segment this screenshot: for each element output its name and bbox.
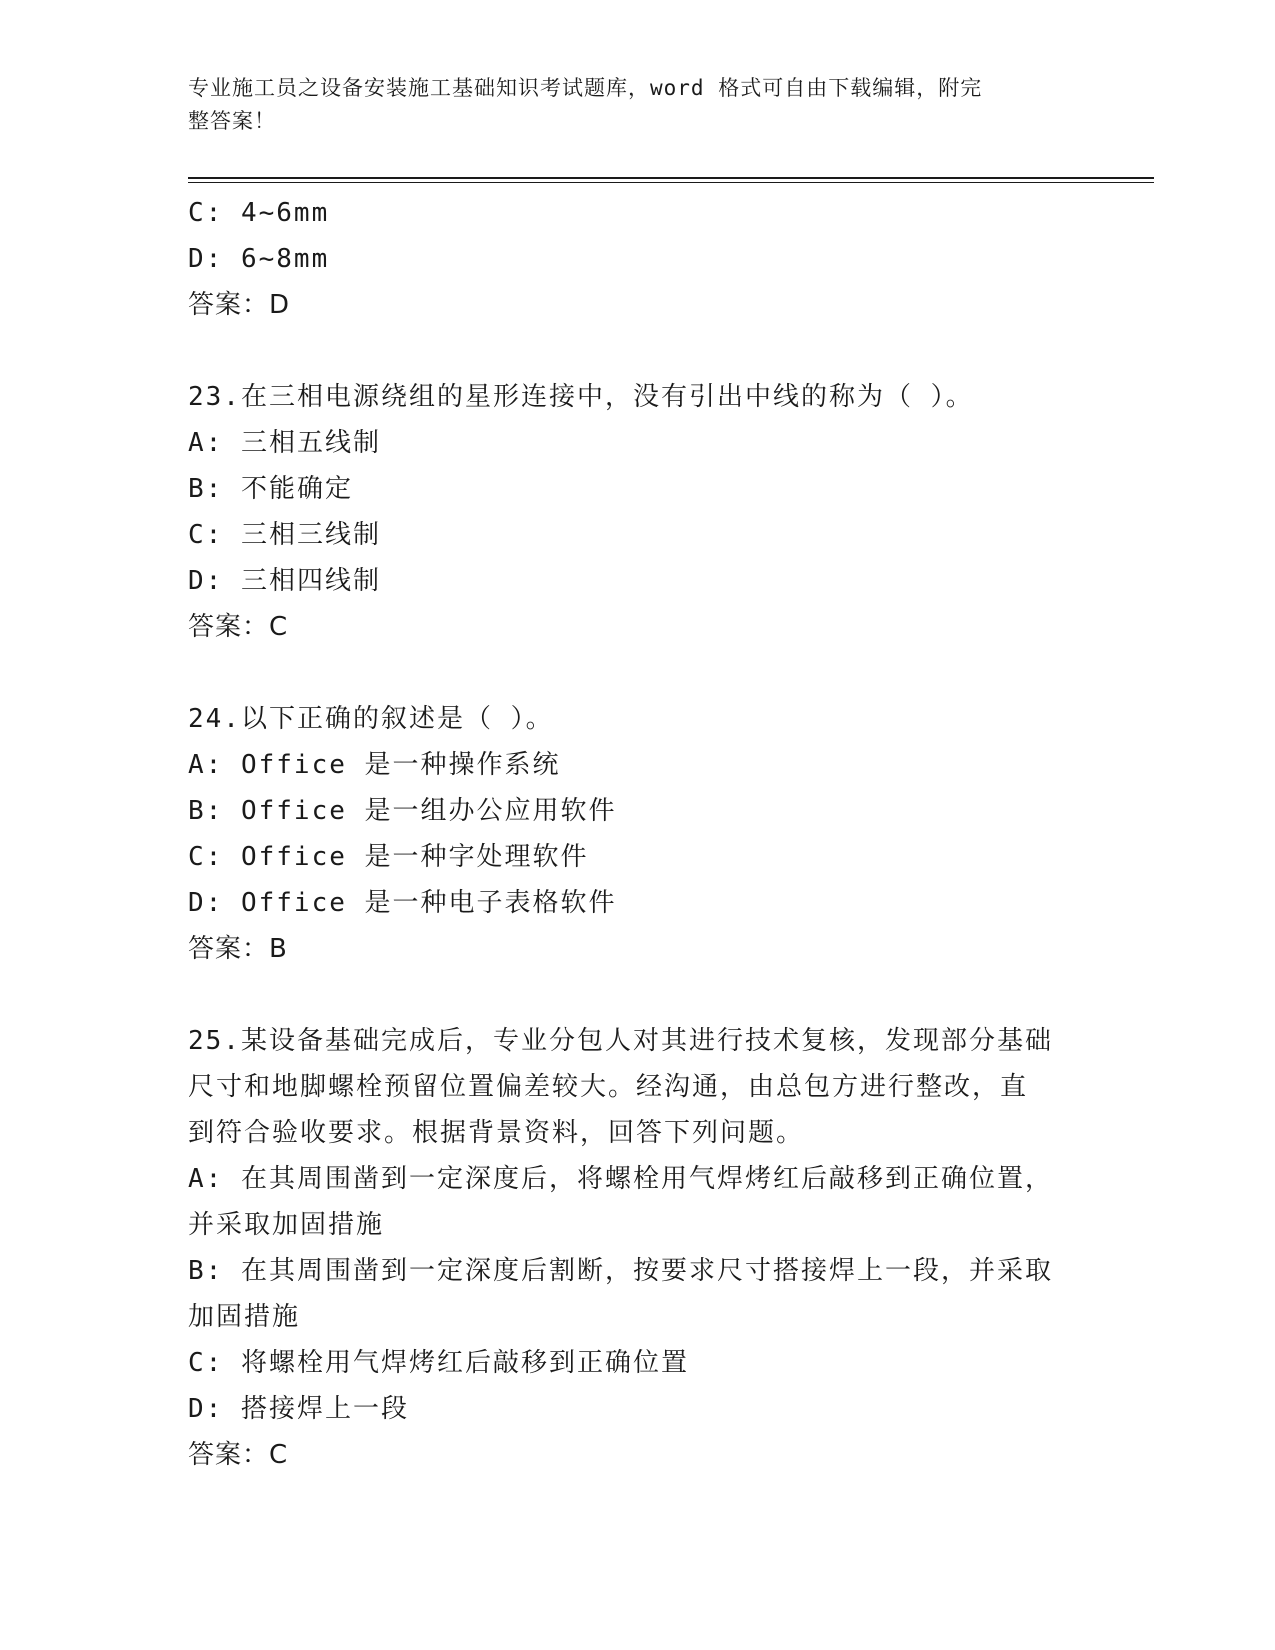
option-a: A: Office 是一种操作系统 [188,750,561,780]
option-d: D: 6~8mm [188,244,330,274]
question-text: 24.以下正确的叙述是（ ）。 [188,704,554,734]
answer-line: 答案：C [188,612,289,642]
option-c: C: 将螺栓用气焊烤红后敲移到正确位置 [188,1348,689,1378]
option-b-line-2: 加固措施 [188,1302,301,1332]
option-b-line-1: B: 在其周围凿到一定深度后割断，按要求尺寸搭接焊上一段，并采取 [188,1256,1053,1286]
option-a-line-2: 并采取加固措施 [188,1210,385,1240]
header-divider-thick [188,177,1154,179]
spacer [188,650,1088,696]
question-24 [188,696,1088,972]
question-text-line-3: 到符合验收要求。根据背景资料，回答下列问题。 [188,1118,805,1148]
header-line-2: 整答案！ [188,109,276,133]
option-d: D: Office 是一种电子表格软件 [188,888,617,918]
question-22 [188,190,1088,328]
option-c: C: 三相三线制 [188,520,381,550]
question-25 [188,1018,1088,1478]
header-divider-thin [188,182,1154,183]
option-b: B: 不能确定 [188,474,353,504]
option-a-line-1: A: 在其周围凿到一定深度后，将螺栓用气焊烤红后敲移到正确位置， [188,1164,1053,1194]
header-line-1: 专业施工员之设备安装施工基础知识考试题库，word 格式可自由下载编辑，附完 [188,76,983,100]
option-d: D: 三相四线制 [188,566,381,596]
option-d: D: 搭接焊上一段 [188,1394,409,1424]
answer-line: 答案：D [188,290,291,320]
answer-line: 答案：C [188,1440,289,1470]
option-c: C: 4~6mm [188,198,330,228]
question-text-line-2: 尺寸和地脚螺栓预留位置偏差较大。经沟通，由总包方进行整改，直 [188,1072,1029,1102]
option-b: B: Office 是一组办公应用软件 [188,796,617,826]
document-header [188,72,1068,138]
question-text-line-1: 25.某设备基础完成后，专业分包人对其进行技术复核，发现部分基础 [188,1026,1053,1056]
spacer [188,328,1088,374]
question-list [188,190,1088,1478]
spacer [188,972,1088,1018]
answer-line: 答案：B [188,934,288,964]
question-text: 23.在三相电源绕组的星形连接中，没有引出中线的称为（ ）。 [188,382,974,412]
question-23 [188,374,1088,650]
option-c: C: Office 是一种字处理软件 [188,842,589,872]
option-a: A: 三相五线制 [188,428,381,458]
